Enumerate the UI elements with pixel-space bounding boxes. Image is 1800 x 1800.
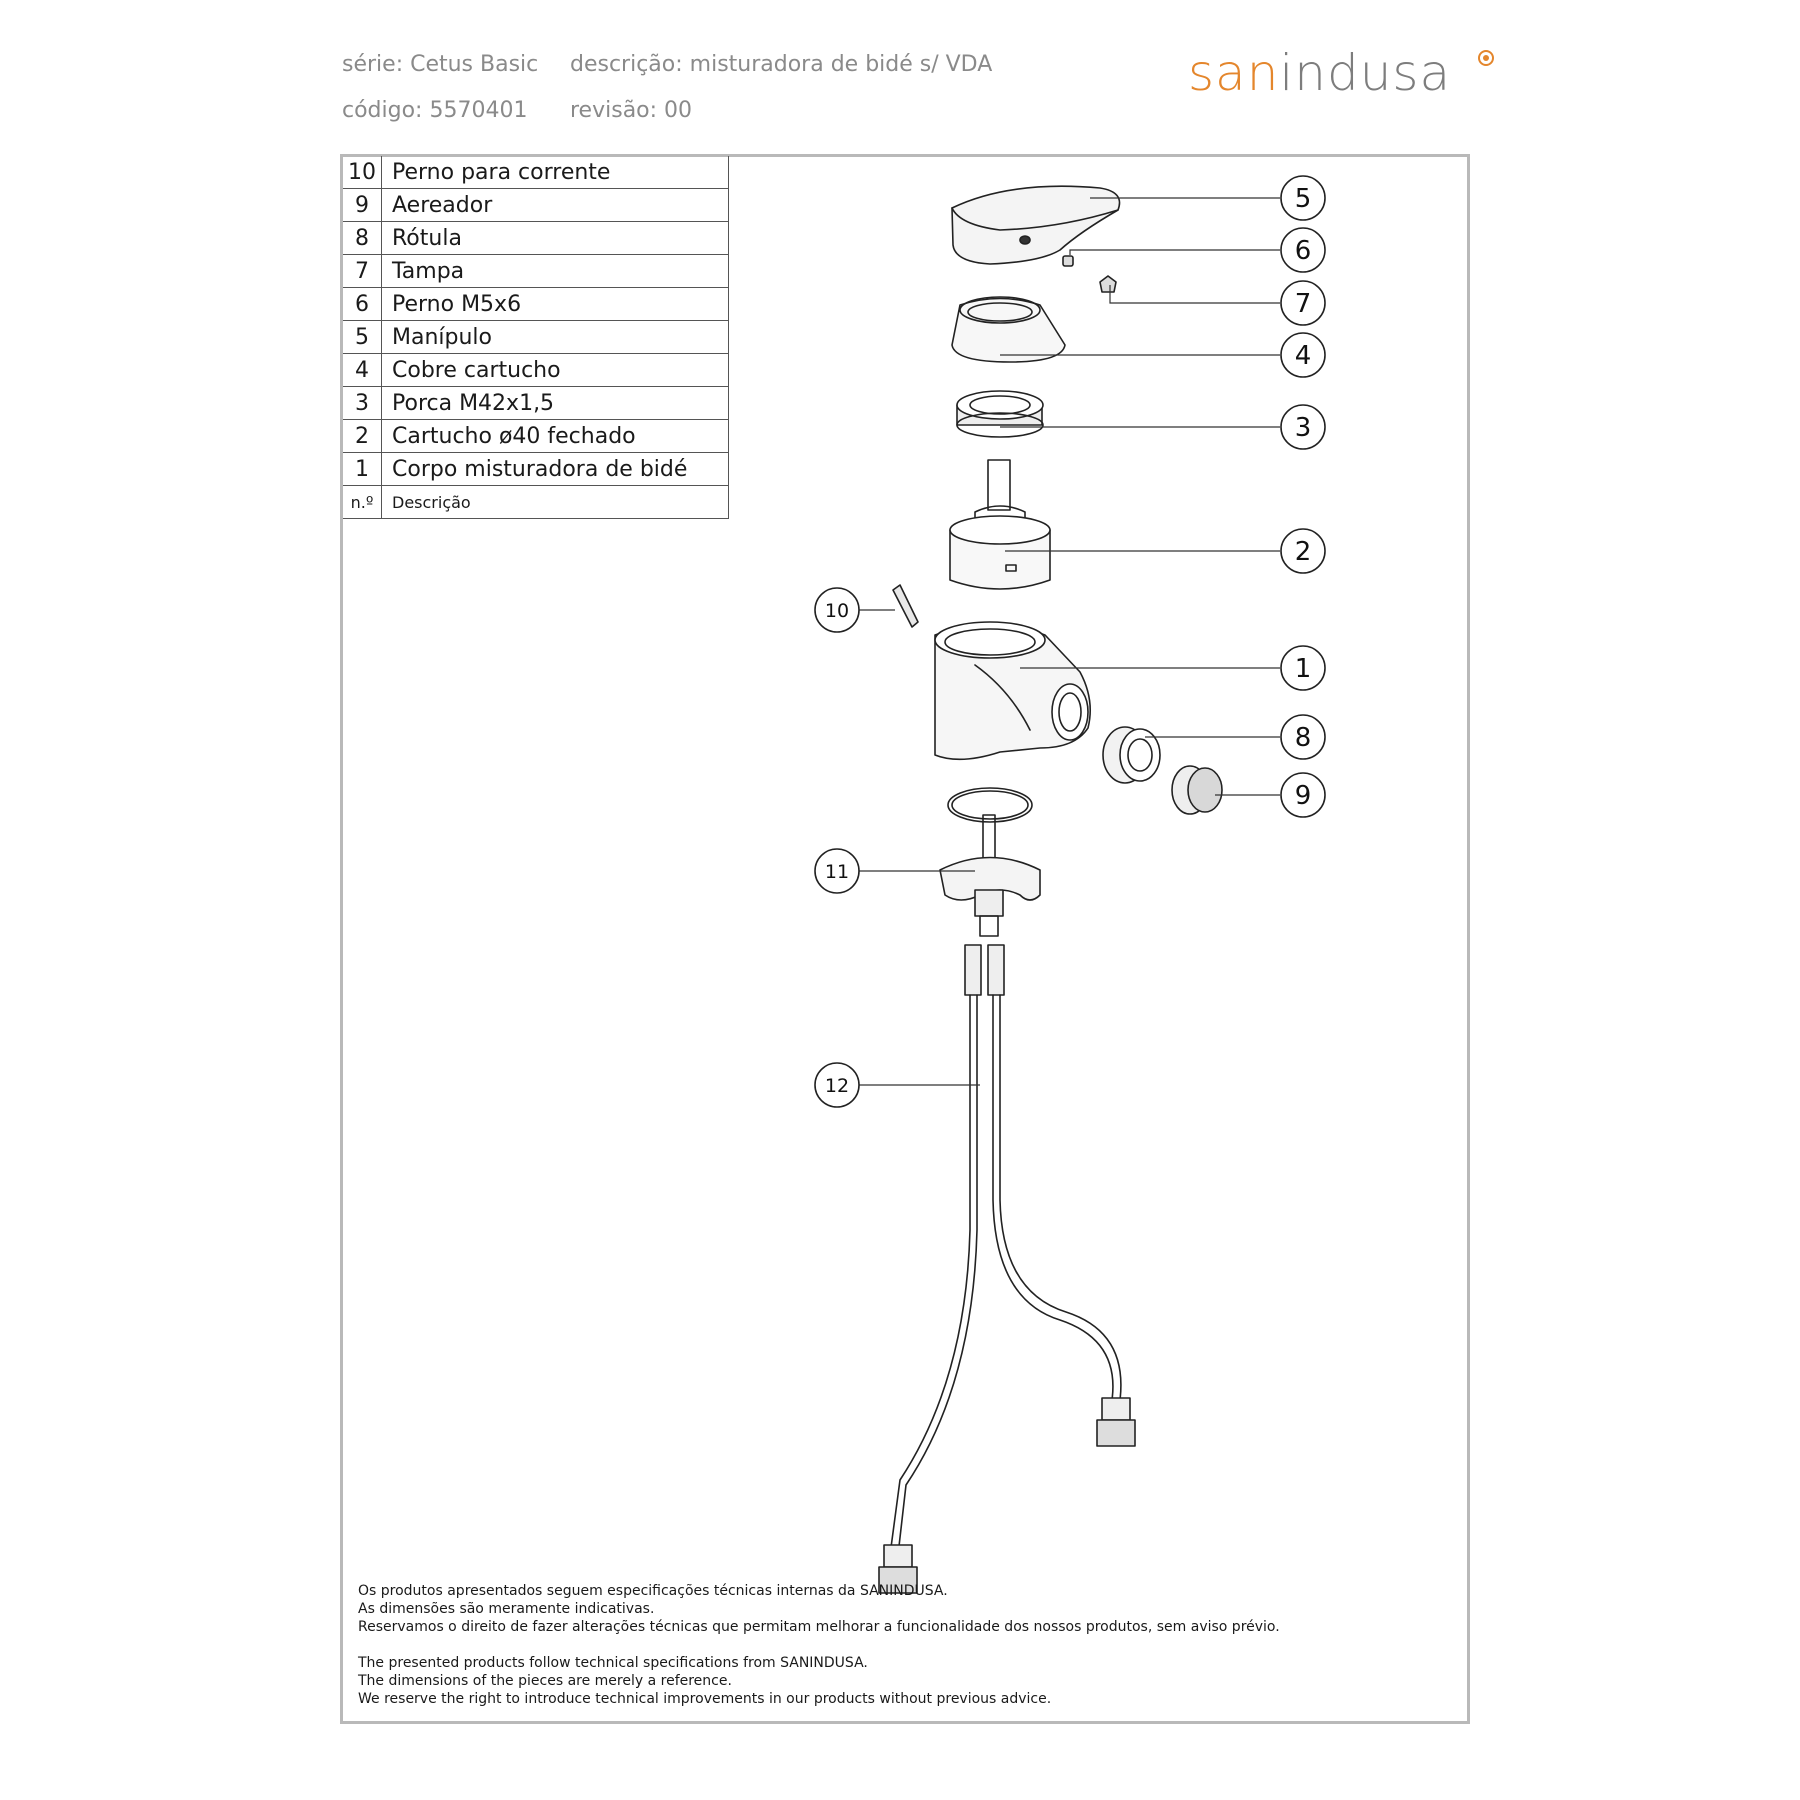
part-number: 4 [343, 354, 382, 387]
part-description: Cobre cartucho [382, 354, 729, 387]
part-number: 5 [343, 321, 382, 354]
callout-1: 1 [1294, 654, 1312, 684]
o-ring [948, 788, 1032, 822]
callout-4: 4 [1294, 341, 1312, 371]
part-number: 10 [343, 156, 382, 189]
cap-part-7 [1100, 276, 1116, 292]
cartridge-cover-part-4 [952, 297, 1065, 362]
part-number: 1 [343, 453, 382, 486]
swivel-part-8 [1103, 727, 1160, 783]
part-number: 8 [343, 222, 382, 255]
note-en-1: The presented products follow technical specifications from SANINDUSA. [358, 1655, 868, 1671]
callout-5: 5 [1294, 184, 1312, 214]
part-description: Perno para corrente [382, 156, 729, 189]
serie-label: série: Cetus Basic [342, 52, 539, 77]
leader-6 [1070, 250, 1280, 255]
part-number: 6 [343, 288, 382, 321]
part-number: 3 [343, 387, 382, 420]
part-number: 2 [343, 420, 382, 453]
bolt-part-6 [1063, 256, 1073, 266]
note-en-3: We reserve the right to introduce technical improvements in our products without previous advice. [358, 1691, 1052, 1707]
logo-part-san: san [1188, 44, 1280, 102]
part-description: Aereador [382, 189, 729, 222]
logo-part-indusa: indusa [1279, 44, 1452, 102]
part-number: 7 [343, 255, 382, 288]
part-description: Tampa [382, 255, 729, 288]
callout-10: 10 [824, 600, 850, 622]
leader-7 [1110, 285, 1280, 303]
part-description: Cartucho ø40 fechado [382, 420, 729, 453]
descricao-label: descrição: misturadora de bidé s/ VDA [570, 52, 993, 77]
part-description: Porca M42x1,5 [382, 387, 729, 420]
callout-11: 11 [824, 861, 850, 883]
note-pt-2: As dimensões são meramente indicativas. [358, 1601, 655, 1617]
note-pt-3: Reservamos o direito de fazer alterações técnicas que permitam melhorar a funcionalidade dos nossos produtos, sem aviso prévio. [358, 1619, 1280, 1635]
callout-3: 3 [1294, 413, 1312, 443]
callout-7: 7 [1294, 289, 1312, 319]
callout-9: 9 [1294, 781, 1312, 811]
callout-6: 6 [1294, 236, 1312, 266]
revisao-label: revisão: 00 [570, 98, 693, 123]
part-number: 9 [343, 189, 382, 222]
aerator-part-9 [1172, 766, 1222, 814]
callout-8: 8 [1294, 723, 1312, 753]
part-description: Corpo misturadora de bidé [382, 453, 729, 486]
nut-part-3 [957, 391, 1043, 437]
part-description: Manípulo [382, 321, 729, 354]
note-pt-1: Os produtos apresentados seguem especificações técnicas internas da SANINDUSA. [358, 1583, 948, 1599]
hoses-part-12 [879, 945, 1135, 1593]
note-en-2: The dimensions of the pieces are merely a reference. [358, 1673, 732, 1689]
header-description: Descrição [382, 486, 729, 519]
mixer-body-part-1 [935, 622, 1090, 759]
codigo-label: código: 5570401 [342, 98, 528, 123]
chain-pin-part-10 [893, 585, 918, 627]
cartridge-part-2 [950, 460, 1050, 589]
clamp-part-11 [940, 815, 1040, 936]
part-description: Rótula [382, 222, 729, 255]
part-description: Perno M5x6 [382, 288, 729, 321]
header-number: n.º [343, 486, 382, 519]
callout-12: 12 [824, 1075, 850, 1097]
callout-2: 2 [1294, 537, 1312, 567]
